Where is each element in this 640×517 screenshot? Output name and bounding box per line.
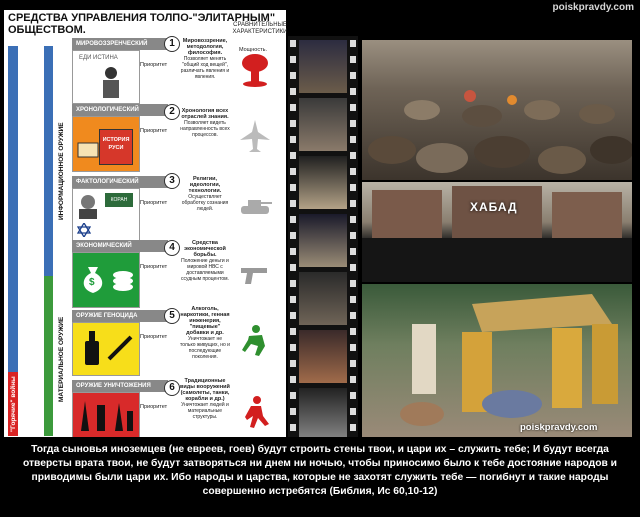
- bible-quote-caption: Тогда сыновья иноземцев (не евреев, гоев) будут строить стены твои, и цари их – служить тебе; И будут всегда отверсты врата твои, не будут затворяться ни днем ни ночью, чтобы приносимо было к тебе достояние народов и приводимы были цари их. Ибо народы и царства, которые не захотят служить тебе — погибнут и такие народы совершенно истребятся (Библия, Ис 60,10-12): [22, 444, 618, 497]
- sprocket-l: [290, 408, 296, 415]
- habad-label: ХАБАД: [470, 200, 518, 214]
- column-header: Мощность.: [239, 47, 267, 53]
- sprocket-r: [350, 184, 356, 191]
- prayer-crowd-shapes: [362, 40, 632, 180]
- row-image-2: [72, 116, 140, 172]
- sprocket-l: [290, 248, 296, 255]
- material-weapon-label: МАТЕРИАЛЬНОЕ ОРУЖИЕ: [58, 316, 65, 402]
- coins-icon: [111, 269, 135, 293]
- photo-prayer-crowd: [362, 40, 632, 180]
- priority-2: Приоритет: [140, 128, 168, 134]
- priority-5: Приоритет: [140, 334, 168, 340]
- row-image-1-text: ЕДИ ИСТИНА: [79, 55, 118, 61]
- soldier-icon: [237, 322, 273, 358]
- sprocket-l: [290, 296, 296, 303]
- number-3: 3: [164, 173, 180, 189]
- sprocket-l: [290, 184, 296, 191]
- sprocket-r: [350, 328, 356, 335]
- sprocket-r: [350, 72, 356, 79]
- sprocket-l: [290, 152, 296, 159]
- sprocket-r: [350, 376, 356, 383]
- priority-1: Приоритет: [140, 62, 168, 68]
- site-label: poiskpravdy.com: [520, 422, 598, 433]
- sprocket-l: [290, 344, 296, 351]
- sprocket-r: [350, 280, 356, 287]
- sprocket-l: [290, 168, 296, 175]
- portrait-icon: [76, 193, 100, 219]
- sprocket-r: [350, 104, 356, 111]
- sprocket-l: [290, 216, 296, 223]
- bottle-icon: [81, 329, 103, 369]
- photo-habad-gathering: [362, 182, 632, 282]
- sprocket-l: [290, 200, 296, 207]
- sprocket-l: [290, 392, 296, 399]
- sprocket-l: [290, 56, 296, 63]
- sprocket-r: [350, 296, 356, 303]
- row-header-3: ФАКТОЛОГИЧЕСКИЙ: [72, 176, 168, 188]
- sprocket-r: [350, 56, 356, 63]
- sprocket-l: [290, 376, 296, 383]
- comparison-header: СРАВНИТЕЛЬНЫЕ ХАРАКТЕРИСТИКИ: [232, 22, 288, 35]
- watermark-top: poiskpravdy.com: [552, 2, 634, 13]
- row-image-3: [72, 188, 140, 242]
- sprocket-r: [350, 424, 356, 431]
- row-image-6: [72, 392, 140, 438]
- row-image-4: [72, 252, 140, 308]
- weapons-icon: [75, 397, 137, 435]
- sprocket-r: [350, 152, 356, 159]
- running-man-icon: [237, 394, 273, 430]
- sprocket-r: [350, 264, 356, 271]
- description-3: Религии, идеологии, технологии. Осуществляет обработку сознания людей.: [181, 176, 229, 212]
- info-bar: [44, 46, 53, 276]
- hot-wars-label: "Горячие" войны: [10, 376, 17, 432]
- film-frame-4: [299, 214, 347, 267]
- film-frame-7: [299, 388, 347, 441]
- sprocket-r: [350, 232, 356, 239]
- description-2: Хронология всех отраслей знания. Позволяет видеть направленность всех процессов.: [180, 108, 230, 138]
- page-title: СРЕДСТВА УПРАВЛЕНИЯ ТОЛПО-"ЭЛИТАРНЫМ" ОБЩЕСТВОМ.: [8, 12, 276, 36]
- photo-church-procession: [362, 284, 632, 437]
- tank-icon: [237, 188, 273, 224]
- sprocket-r: [350, 312, 356, 319]
- info-weapon-label: ИНФОРМАЦИОННОЕ ОРУЖИЕ: [58, 122, 65, 220]
- star-of-david-icon: [77, 223, 91, 237]
- dollar-sign: $: [89, 277, 95, 288]
- number-6: 6: [164, 380, 180, 396]
- sprocket-l: [290, 40, 296, 47]
- sprocket-l: [290, 280, 296, 287]
- sprocket-r: [350, 344, 356, 351]
- history-book: [99, 129, 133, 165]
- priority-4: Приоритет: [140, 264, 168, 270]
- material-bar: [44, 276, 53, 436]
- row-header-4: ЭКОНОМИЧЕСКИЙ: [72, 240, 168, 252]
- habad-building-shapes: [362, 182, 632, 282]
- sprocket-r: [350, 88, 356, 95]
- sprocket-r: [350, 200, 356, 207]
- sprocket-l: [290, 328, 296, 335]
- sprocket-r: [350, 216, 356, 223]
- number-4: 4: [164, 240, 180, 256]
- quran-book: КОРАН: [105, 193, 133, 207]
- row-header-2: ХРОНОЛОГИЧЕСКИЙ: [72, 104, 168, 116]
- film-frame-5: [299, 272, 347, 325]
- sprocket-l: [290, 360, 296, 367]
- row-header-1: МИРОВОЗЗРЕНЧЕСКИЙ: [72, 38, 168, 50]
- sprocket-r: [350, 392, 356, 399]
- row-header-6: ОРУЖИЕ УНИЧТОЖЕНИЯ: [72, 380, 168, 392]
- sprocket-r: [350, 408, 356, 415]
- sprocket-r: [350, 120, 356, 127]
- film-frame-6: [299, 330, 347, 383]
- sprocket-l: [290, 312, 296, 319]
- scroll-icon: [76, 139, 100, 161]
- row-header-5: ОРУЖИЕ ГЕНОЦИДА: [72, 310, 168, 322]
- sprocket-l: [290, 120, 296, 127]
- outer-bar-label: "Холодные" войны или "культурное сотрудничество": [23, 175, 30, 350]
- sprocket-l: [290, 232, 296, 239]
- row-image-5: [72, 322, 140, 376]
- sprocket-l: [290, 72, 296, 79]
- sprocket-r: [350, 360, 356, 367]
- procession-shapes: [362, 284, 632, 437]
- sprocket-l: [290, 88, 296, 95]
- sprocket-l: [290, 264, 296, 271]
- nuclear-explosion-icon: [237, 52, 273, 88]
- pistol-icon: [237, 256, 273, 292]
- priority-6: Приоритет: [140, 404, 168, 410]
- film-strip: [288, 36, 358, 437]
- number-2: 2: [164, 104, 180, 120]
- sprocket-l: [290, 136, 296, 143]
- number-1: 1: [164, 36, 180, 52]
- film-frame-3: [299, 156, 347, 209]
- sprocket-l: [290, 104, 296, 111]
- sprocket-r: [350, 136, 356, 143]
- syringe-icon: [105, 333, 135, 363]
- row-image-1: [72, 50, 140, 104]
- sprocket-l: [290, 424, 296, 431]
- priority-3: Приоритет: [140, 200, 168, 206]
- sprocket-r: [350, 168, 356, 175]
- thinker-icon: [91, 65, 131, 101]
- film-frame-1: [299, 40, 347, 93]
- sprocket-r: [350, 40, 356, 47]
- description-5: Алкоголь, наркотики, генная инженерия, "пищевые" добавки и др. Уничтожает не только живущих, но и последующие поколения.: [180, 306, 230, 360]
- number-5: 5: [164, 308, 180, 324]
- fighter-jet-icon: [237, 118, 273, 154]
- history-book-title: ИСТОРИЯ РУСИ: [102, 137, 130, 151]
- description-4: Средства экономической борьбы. Положение деньги и мировой НВС с доставляемыми ссудным процентом.: [181, 240, 229, 282]
- film-frame-2: [299, 98, 347, 151]
- description-1: Мировоззрение, методология, философия. Позволяет менять "общий ход вещей", различать явления и явления.: [180, 38, 230, 80]
- sprocket-r: [350, 248, 356, 255]
- description-6: Традиционные виды вооружений (самолеты, танки, корабли и др.) Уничтожает людей и материальные структуры.: [180, 378, 230, 420]
